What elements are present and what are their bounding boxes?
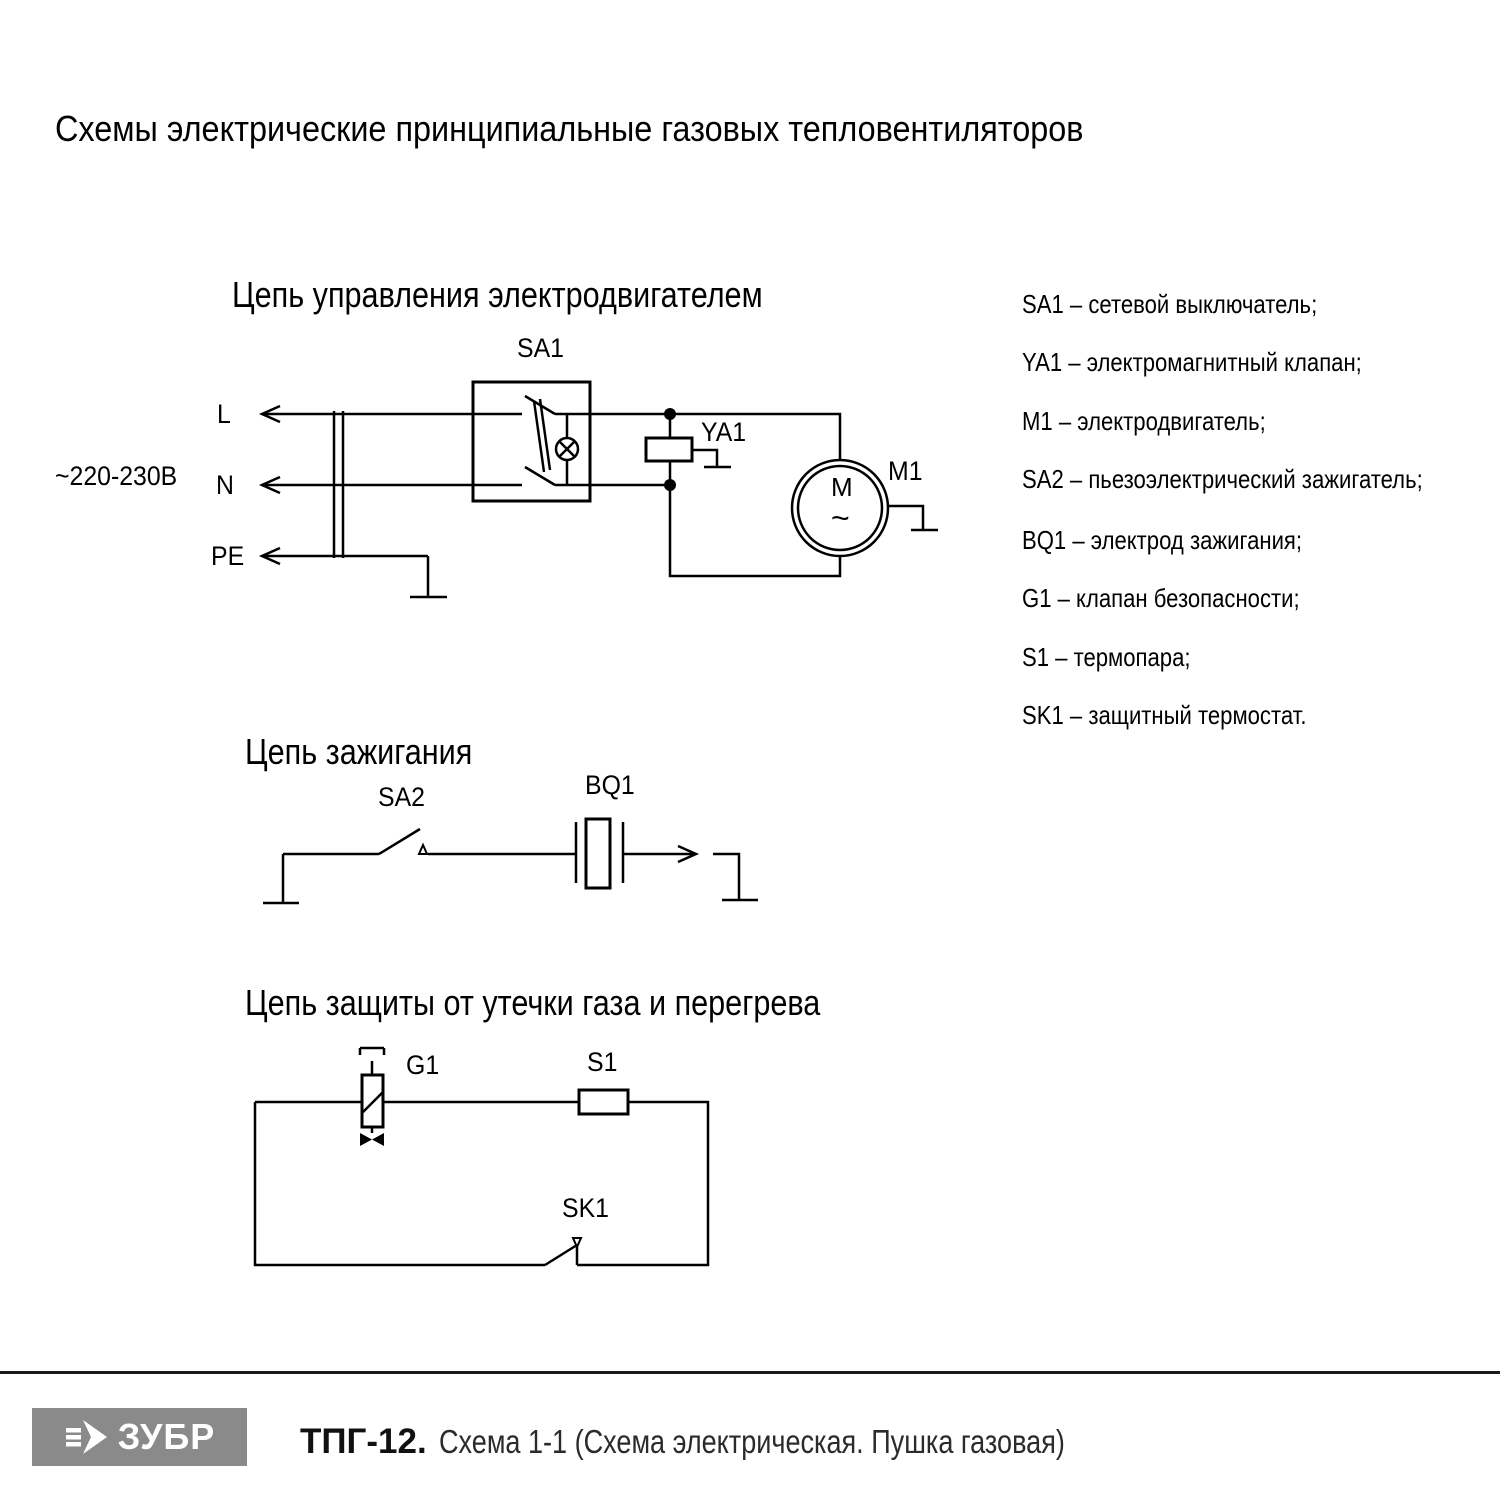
motor-m-letter: M (831, 472, 853, 502)
motor-circuit-title: Цепь управления электродвигателем (232, 274, 763, 315)
motor-ac-symbol: ~ (831, 500, 850, 536)
brand-name: ЗУБР (117, 1416, 216, 1457)
ignition-circuit-title: Цепь зажигания (245, 731, 473, 772)
ground-icon (263, 854, 299, 903)
s1-label: S1 (587, 1047, 618, 1077)
indicator-lamp-icon (556, 414, 578, 485)
wire-to-motor (670, 414, 840, 460)
sk1-thermostat-symbol (545, 1238, 581, 1265)
pe-ground-icon (410, 556, 447, 597)
legend-item-s1: S1 – термопара; (1022, 642, 1191, 672)
bq1-electrode-symbol (576, 819, 623, 888)
sa2-label: SA2 (378, 782, 425, 812)
protection-circuit-title: Цепь защиты от утечки газа и перегрева (245, 982, 821, 1023)
g1-valve-symbol (360, 1048, 384, 1146)
ignition-circuit (263, 819, 758, 903)
legend-item-sa2: SA2 – пьезоэлектрический зажигатель; (1022, 464, 1423, 494)
spark-gap-ground-icon (713, 854, 758, 900)
legend-item-m1: M1 – электродвигатель; (1022, 406, 1266, 436)
protection-circuit (255, 1048, 708, 1265)
legend-item-sk1: SK1 – защитный термостат. (1022, 700, 1307, 730)
s1-thermocouple-symbol (579, 1090, 628, 1114)
g1-label: G1 (406, 1050, 440, 1080)
schema-caption: Схема 1-1 (Схема электрическая. Пушка газовая) (438, 1423, 1065, 1460)
voltage-label: ~220-230В (55, 461, 178, 491)
terminal-n-label: N (216, 470, 234, 500)
sa2-switch-symbol (379, 829, 427, 854)
page-title: Схемы электрические принципиальные газовых тепловентиляторов (55, 108, 1084, 149)
terminal-l-label: L (217, 399, 231, 429)
arrow-left-icon (262, 548, 428, 564)
sa1-switch-symbol (525, 396, 670, 485)
legend-item-sa1: SA1 – сетевой выключатель; (1022, 289, 1318, 319)
legend-item-bq1: BQ1 – электрод зажигания; (1022, 525, 1303, 555)
arrow-left-icon (262, 406, 522, 422)
zubr-arrow-icon (64, 1414, 110, 1460)
arrow-left-icon (262, 477, 522, 493)
sa1-label: SA1 (517, 333, 564, 363)
motor-return-wire (670, 485, 840, 576)
ya1-label: YA1 (701, 417, 747, 447)
sk1-label: SK1 (562, 1193, 609, 1223)
m1-label: M1 (888, 456, 923, 486)
footer-divider (0, 1371, 1500, 1374)
bq1-label: BQ1 (585, 770, 635, 800)
arrow-right-icon (623, 846, 696, 862)
motor-ground-icon (888, 506, 938, 530)
terminal-pe-label: PE (211, 541, 245, 571)
legend-item-ya1: YA1 – электромагнитный клапан; (1022, 347, 1362, 377)
model-number: ТПГ-12. (300, 1422, 427, 1461)
footer-caption-row (300, 1422, 1202, 1462)
legend-item-g1: G1 – клапан безопасности; (1022, 583, 1300, 613)
brand-logo (32, 1408, 247, 1466)
